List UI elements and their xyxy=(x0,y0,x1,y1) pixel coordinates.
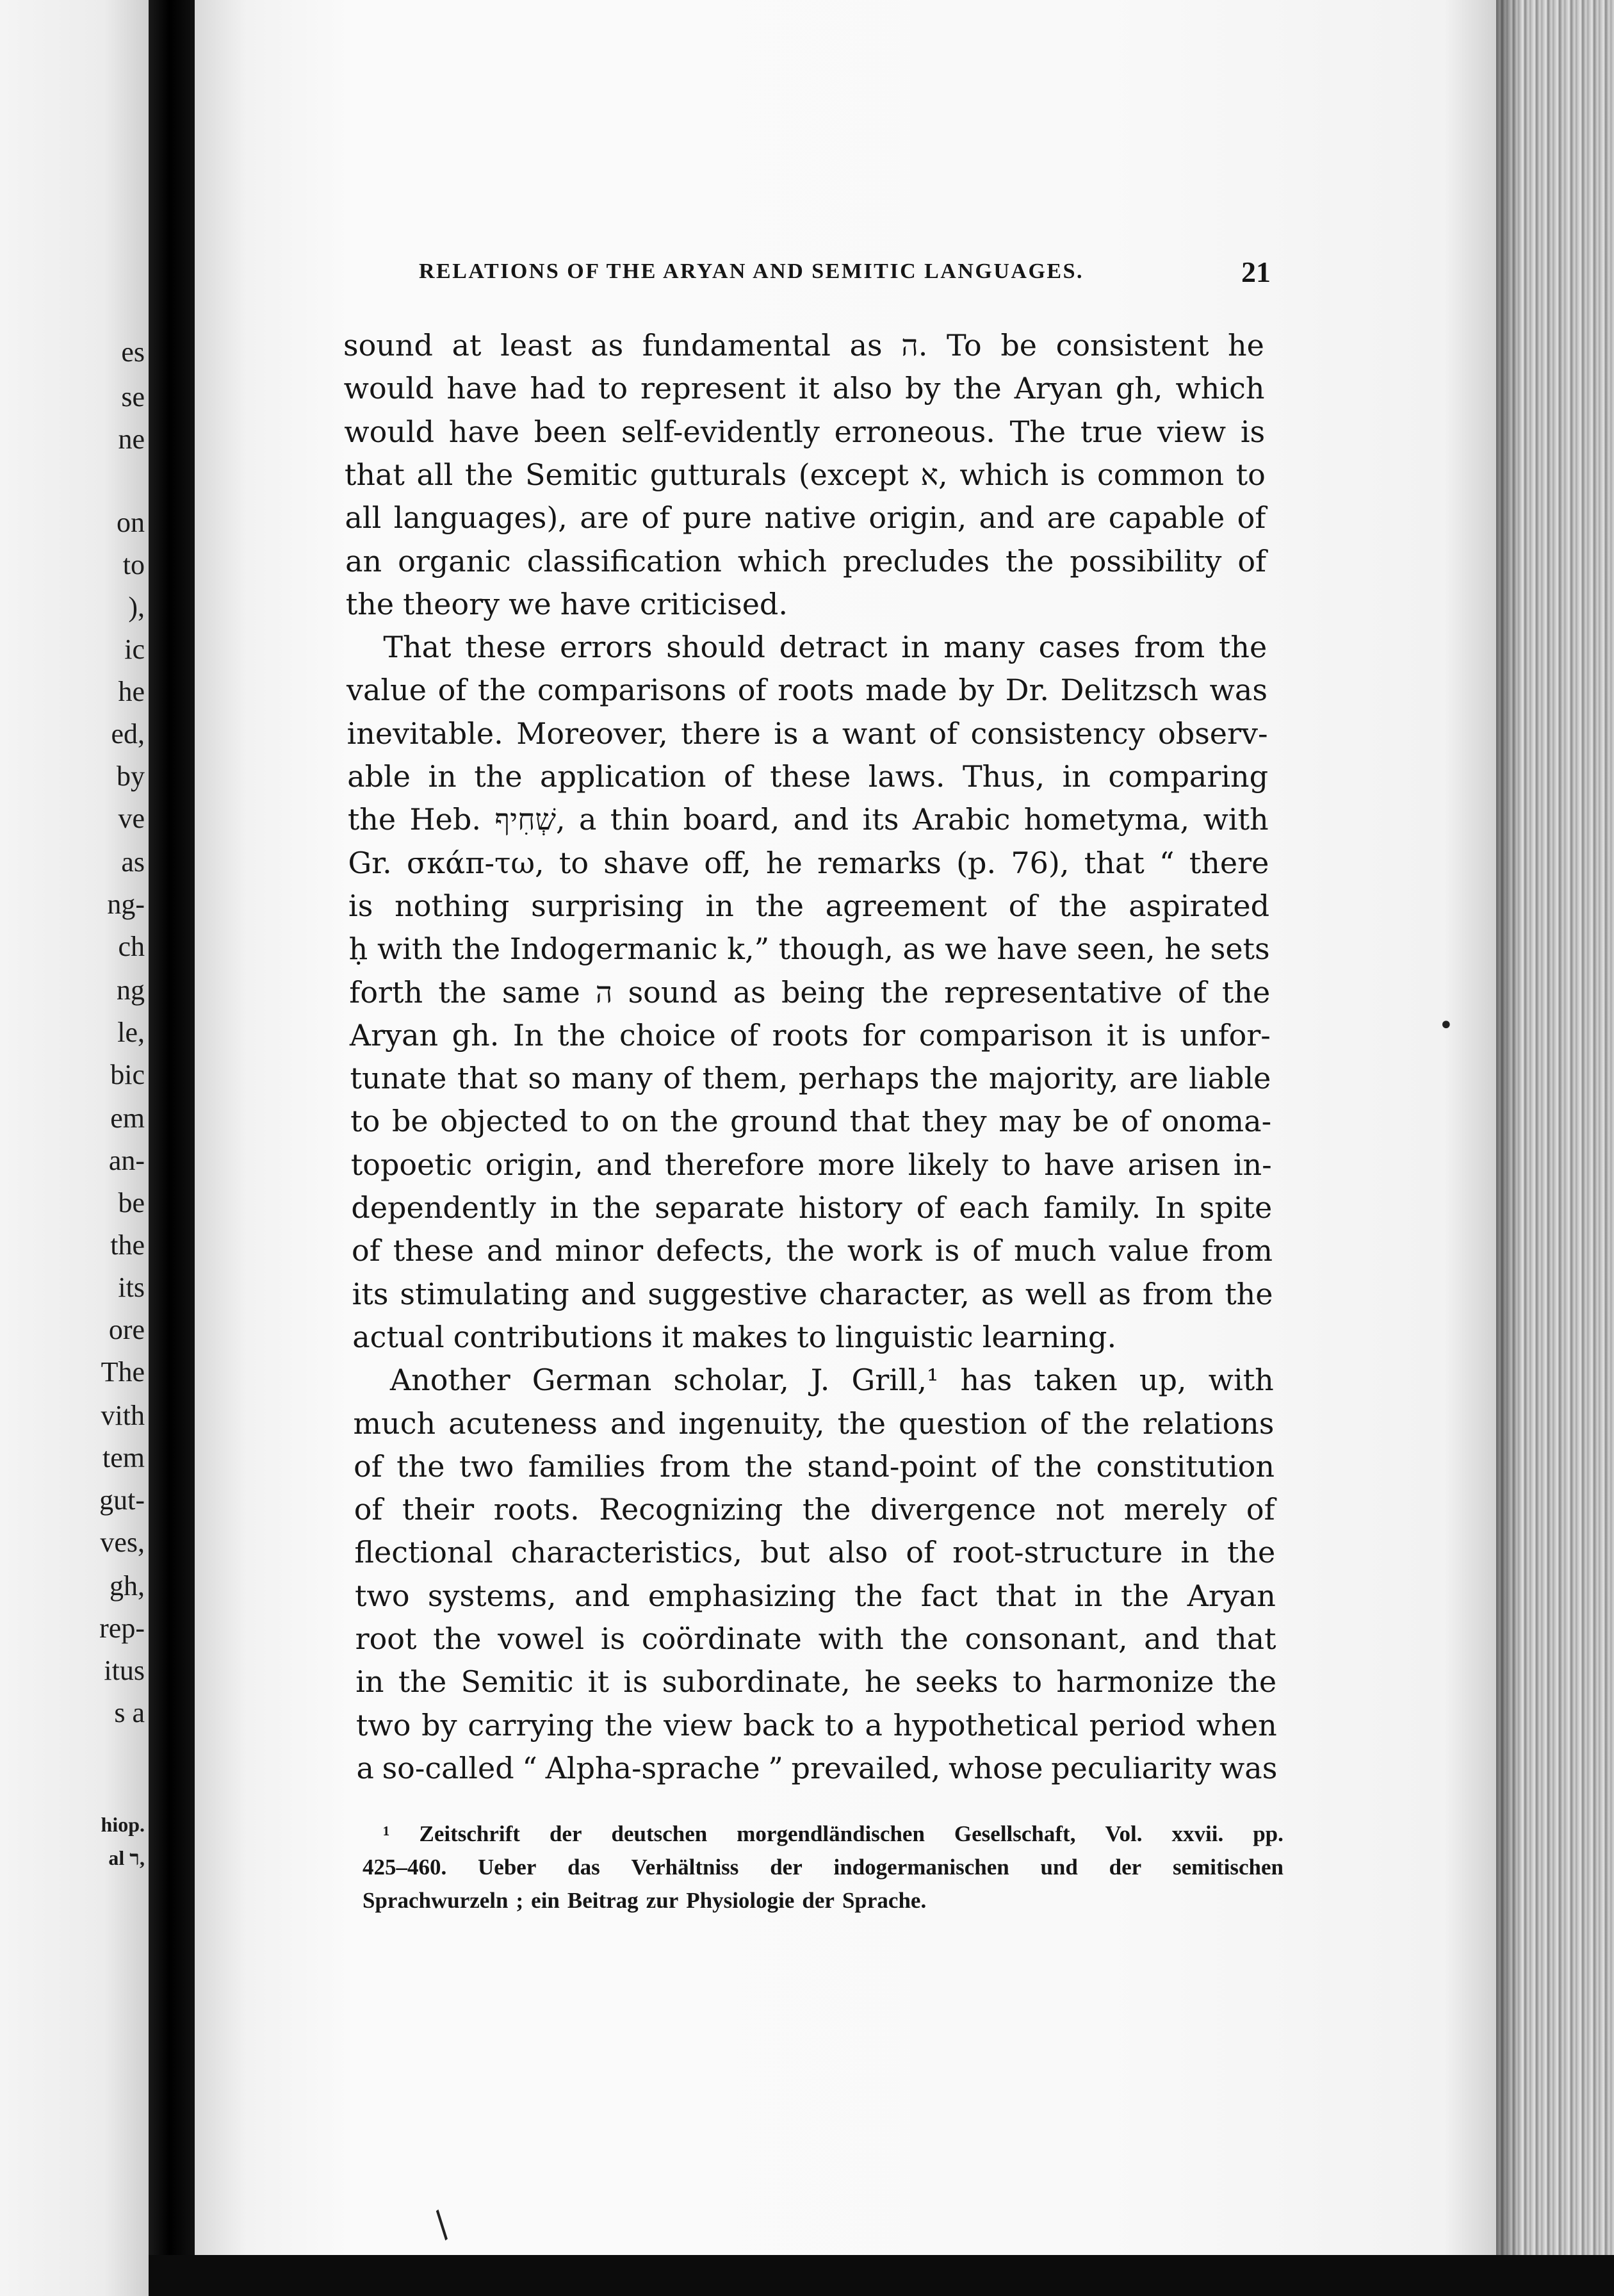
footnote-line: Sprachwurzeln ; ein Beitrag zur Physiologie der Sprache. xyxy=(363,1888,927,1913)
edge-fragment: he xyxy=(118,676,145,707)
body-line: inevitable. Moreover, there is a want of consistency observ- xyxy=(346,716,1268,751)
edge-fragment: em xyxy=(110,1103,145,1134)
body-line: value of the comparisons of roots made by Dr. Delitzsch was xyxy=(346,673,1268,708)
body-line: That these errors should detract in many cases from the xyxy=(383,630,1268,665)
edge-fragment: ne xyxy=(118,423,145,455)
edge-footnote-fragment: al ר, xyxy=(108,1846,145,1869)
left-page xyxy=(0,0,149,2296)
body-line: dependently in the separate history of each family. In spite xyxy=(351,1190,1273,1225)
edge-fragment: rep- xyxy=(99,1612,145,1644)
body-line: the theory we have criticised. xyxy=(345,586,788,621)
body-line: Gr. σκάπ-τω, to shave off, he remarks (p. 76), that “ there xyxy=(348,845,1269,880)
body-line: to be objected to on the ground that they may be of onoma- xyxy=(350,1104,1272,1139)
edge-fragment: ves, xyxy=(100,1527,145,1558)
edge-fragment: The xyxy=(101,1356,145,1388)
edge-fragment: itus xyxy=(104,1655,145,1686)
edge-fragment: le, xyxy=(117,1017,145,1048)
edge-fragment: the xyxy=(110,1229,145,1261)
edge-fragment: on xyxy=(117,507,145,538)
edge-fragment: by xyxy=(117,760,145,792)
body-line: tunate that so many of them, perhaps the majority, are liable xyxy=(350,1061,1271,1096)
edge-fragment: ve xyxy=(118,803,145,834)
edge-fragment: to xyxy=(122,549,145,580)
body-line: of the two families from the stand-point of the constitution xyxy=(354,1448,1275,1484)
body-line: Aryan gh. In the choice of roots for comparison it is unfor- xyxy=(349,1017,1271,1053)
body-line: all languages), are of pure native origin, and are capable of xyxy=(345,500,1266,536)
body-line: flectional characteristics, but also of root-structure in the xyxy=(354,1535,1276,1570)
body-line: able in the application of these laws. Thus, in comparing xyxy=(347,759,1269,794)
edge-fragment: ), xyxy=(128,591,145,623)
body-line: forth the same ה sound as being the representative of the xyxy=(349,974,1271,1010)
body-line: sound at least as fundamental as ה. To be consistent he xyxy=(343,328,1264,363)
edge-fragment: ic xyxy=(124,634,145,665)
running-head-title: RELATIONS OF THE ARYAN AND SEMITIC LANGUAGES. xyxy=(419,259,1084,283)
body-line: of these and minor defects, the work is of much value from xyxy=(352,1233,1273,1268)
book-spine xyxy=(149,0,195,2296)
edge-fragment: ch xyxy=(118,931,145,962)
body-line: root the vowel is coördinate with the consonant, and that xyxy=(355,1621,1276,1656)
body-line: would have been self-evidently erroneous. The true view is xyxy=(344,414,1266,449)
footnote-line: ¹ Zeitschrift der deutschen morgendländischen Gesellschaft, Vol. xxvii. pp. xyxy=(383,1821,1284,1846)
edge-fragment: tem xyxy=(102,1442,145,1473)
body-line: ḥ with the Indogermanic k,” though, as we have seen, he sets xyxy=(348,931,1270,967)
edge-fragment: ed, xyxy=(111,718,145,750)
edge-fragment: vith xyxy=(101,1400,145,1431)
edge-fragment: gh, xyxy=(110,1570,145,1602)
body-line: two systems, and emphasizing the fact that in the Aryan xyxy=(354,1578,1276,1613)
footnote-line: 425–460. Ueber das Verhältniss der indogermanischen und der semitischen xyxy=(363,1855,1284,1880)
body-line: actual contributions it makes to linguistic learning. xyxy=(352,1319,1117,1354)
body-line: two by carrying the view back to a hypothetical period when xyxy=(355,1707,1277,1742)
edge-fragment: gut- xyxy=(99,1484,145,1516)
edge-fragment: be xyxy=(118,1187,145,1218)
body-line: an organic classification which precludes the possibility of xyxy=(345,543,1267,578)
pencil-mark: / xyxy=(425,2204,459,2245)
body-line: the Heb. שְׁחִיף, a thin board, and its Arabic hometyma, with xyxy=(347,802,1269,837)
edge-fragment: as xyxy=(121,846,145,878)
body-line: would have had to represent it also by the Aryan gh, which xyxy=(343,371,1265,406)
body-line: that all the Semitic gutturals (except א, which is common to xyxy=(344,457,1266,492)
edge-fragment: ore xyxy=(108,1314,145,1345)
body-line: Another German scholar, J. Grill,¹ has taken up, with xyxy=(389,1363,1274,1398)
ink-speck: • xyxy=(1439,1011,1454,1040)
edge-fragment: se xyxy=(121,381,145,413)
body-line: of their roots. Recognizing the divergence not merely of xyxy=(354,1492,1275,1527)
body-line: much acuteness and ingenuity, the question of the relations xyxy=(353,1406,1275,1441)
scan-bottom-border xyxy=(149,2255,1614,2296)
edge-fragment: ng xyxy=(117,974,145,1006)
edge-fragment: s a xyxy=(114,1697,145,1728)
edge-footnote-fragment: hiop. xyxy=(101,1813,145,1836)
body-line: its stimulating and suggestive character, as well as from the xyxy=(352,1276,1273,1311)
edge-fragment: its xyxy=(118,1272,145,1303)
edge-fragment: es xyxy=(121,336,145,368)
edge-fragment: bic xyxy=(110,1059,145,1090)
page-number: 21 xyxy=(1241,255,1271,288)
body-line: a so-called “ Alpha-sprache ” prevailed, whose peculiarity was xyxy=(356,1750,1278,1785)
body-line: in the Semitic it is subordinate, he seeks to harmonize the xyxy=(355,1664,1277,1700)
running-head xyxy=(419,251,1271,292)
edge-fragment: ng- xyxy=(107,889,145,920)
body-line: topoetic origin, and therefore more likely to have arisen in- xyxy=(350,1147,1272,1182)
body-line: is nothing surprising in the agreement of the aspirated xyxy=(348,888,1270,923)
edge-fragment: an- xyxy=(108,1145,145,1176)
